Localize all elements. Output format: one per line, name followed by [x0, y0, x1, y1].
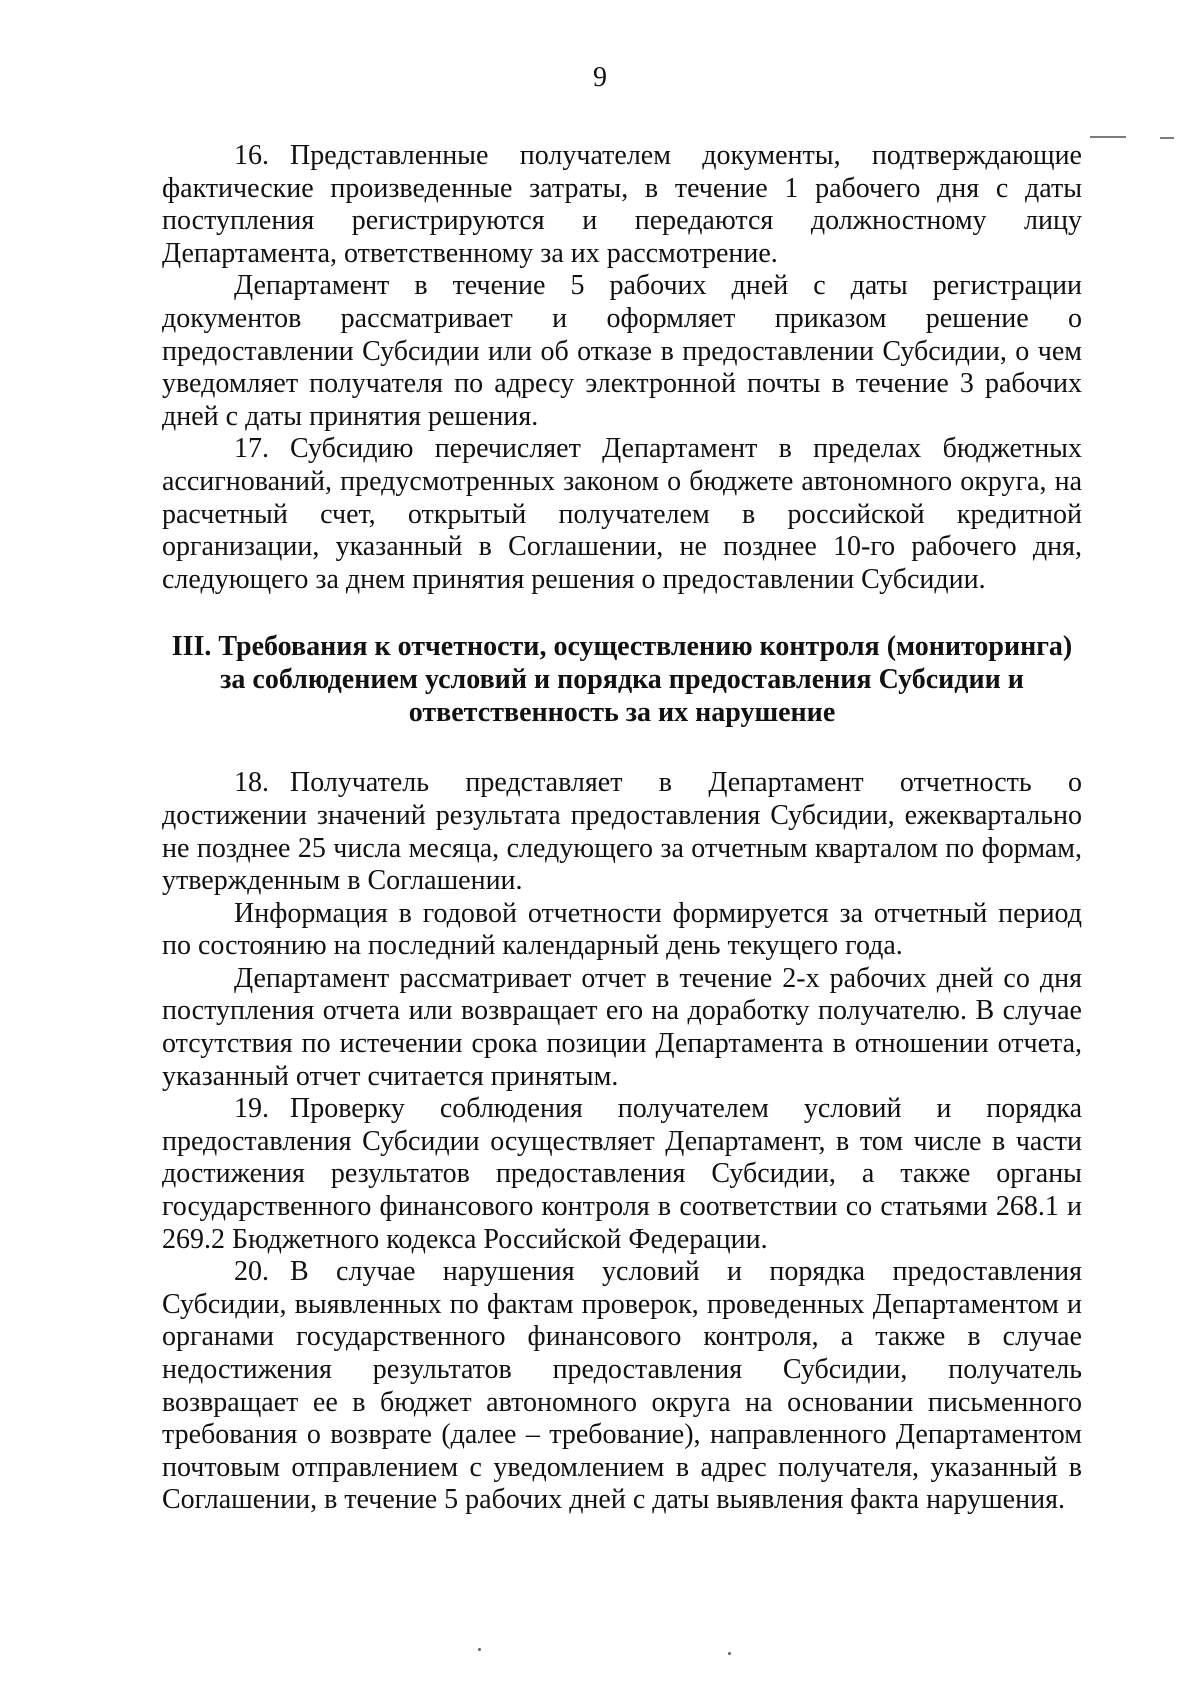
document-body [162, 140, 1082, 1517]
paragraph-18-info [162, 898, 1082, 963]
paragraph-number: 18. [234, 767, 269, 799]
paragraph-16-continued [162, 270, 1082, 433]
paragraph-text: Информация в годовой отчетности формируется за отчетный период по состоянию на последний календарный день текущего года. [162, 897, 1082, 962]
paragraphs-after [162, 767, 1082, 1517]
paragraphs-before [162, 140, 1082, 596]
paragraph-text: Департамент рассматривает отчет в течение 2-х рабочих дней со дня поступления отчета или возвращает его на доработку получателю. В случае отсутствия по истечении срока позиции Департамента в отношении отчета, указанный отчет считается принятым. [162, 962, 1082, 1092]
paragraph-19 [162, 1093, 1082, 1256]
section-heading: III. Требования к отчетности, осуществлению контроля (мониторинга) за соблюдением условий и порядка предоставления Субсидии и ответственность за их нарушение [171, 631, 1073, 729]
paragraph-16 [162, 140, 1082, 270]
paragraph-text: Проверку соблюдения получателем условий и порядка предоставления Субсидии осуществляет Департамент, в том числе в части достижения результатов предоставления Субсидии, а также органы государственного финансового контроля в соответствии со статьями 268.1 и 269.2 Бюджетного кодекса Российской Федерации. [162, 1093, 1082, 1255]
paragraph-text: Департамент в течение 5 рабочих дней с даты регистрации документов рассматривает и оформляет приказом решение о предоставлении Субсидии или об отказе в предоставлении Субсидии, о чем уведомляет получателя по адресу электронной почты в течение 3 рабочих дней с даты принятия решения. [162, 270, 1082, 432]
scan-speck [478, 1648, 481, 1651]
paragraph-number: 19. [234, 1093, 269, 1125]
paragraph-20 [162, 1256, 1082, 1517]
page-number: 9 [593, 62, 607, 93]
paragraph-text: Получатель представляет в Департамент отчетность о достижении значений результата предоставления Субсидии, ежеквартально не позднее 25 числа месяца, следующего за отчетным кварталом по формам, утвержденным в Соглашении. [162, 767, 1082, 897]
paragraph-18 [162, 767, 1082, 897]
paragraph-number: 17. [234, 433, 269, 465]
paragraph-18-review [162, 963, 1082, 1093]
paragraph-text: В случае нарушения условий и порядка предоставления Субсидии, выявленных по фактам проверок, проведенных Департаментом и органами государственного финансового контроля, а также в случае недостижения результатов предоставления Субсидии, получатель возвращает ее в бюджет автономного округа на основании письменного требования о возврате (далее – требование), направленного Департаментом почтовым отправлением с уведомлением в адрес получателя, указанный в Соглашении, в течение 5 рабочих дней с даты выявления факта нарушения. [162, 1256, 1082, 1516]
paragraph-number: 16. [234, 140, 269, 171]
scan-speck [728, 1652, 731, 1655]
paragraph-text: Субсидию перечисляет Департамент в пределах бюджетных ассигнований, предусмотренных законом о бюджете автономного округа, на расчетный счет, открытый получателем в российской кредитной организации, указанный в Соглашении, не позднее 10-го рабочего дня, следующего за днем принятия решения о предоставлении Субсидии. [162, 433, 1082, 595]
paragraph-number: 20. [234, 1256, 269, 1288]
scan-mark [1090, 136, 1126, 138]
scan-mark [1160, 137, 1174, 139]
paragraph-17 [162, 433, 1082, 596]
paragraph-text: Представленные получателем документы, подтверждающие фактические произведенные затраты, в течение 1 рабочего дня с даты поступления регистрируются и передаются должностному лицу Департамента, ответственному за их рассмотрение. [162, 140, 1082, 269]
